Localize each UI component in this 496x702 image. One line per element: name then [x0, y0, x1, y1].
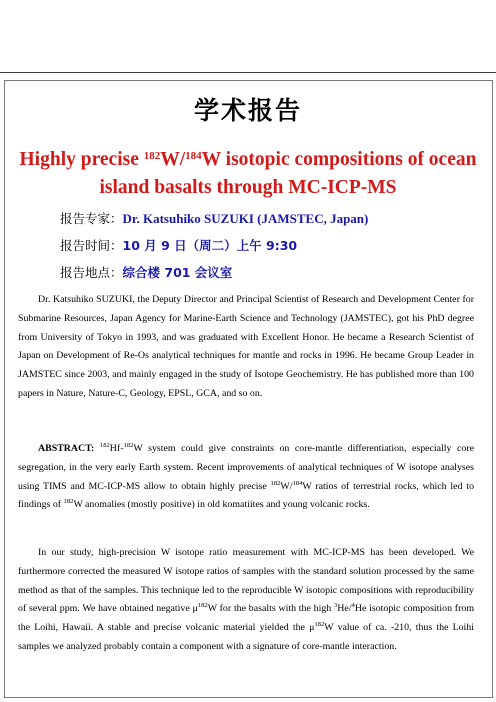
top-rule: [0, 72, 496, 73]
abstract-paragraph: ABSTRACT: $^{182}$Hf-$^{182}$W system could give constraints on core-mantle differentiation, especially core segregation, in the very early Earth system. Recent improvements of analytical techniques of W isotope analyses using TIMS and MC-ICP-MS allow to obtain highly precise $^{182}$W/$^{184}$W ratios of terrestrial rocks, which led to findings of $^{182}$W anomalies (mostly positive) in old komatiites and young volcanic rocks.: [18, 442, 475, 511]
speaker-line: [60, 210, 480, 228]
speaker-label: 报告专家：: [60, 211, 123, 226]
place-line: [60, 264, 480, 282]
time-line: [60, 237, 480, 255]
abstract-label: ABSTRACT:: [38, 443, 95, 454]
report-title: 学术报告: [193, 96, 302, 125]
talk-time: 10 月 9 日（周二）上午 9:30: [122, 238, 298, 253]
speaker-bio: Dr. Katsuhiko SUZUKI, the Deputy Director and Principal Scientist of Research and Development Center for Submarine Resources, Japan Agency for Marine-Earth Science and Technology (JAMSTEC), got his PhD degree from University of Tokyo in 1993, and was graduated with Excellent Honor. He became a Research Scientist of Japan on Development of Re-Os analytical techniques for mantle and rocks in 1996. He became Group Leader in JAMSTEC since 2003, and mainly engaged in the study of Isotope Geochemistry. He has published more than 100 papers in Nature, Nature-C, Geology, EPSL, GCA, and so on.: [18, 294, 474, 399]
talk-place: 综合楼 701 会议室: [122, 265, 233, 280]
speaker-name: Dr. Katsuhiko SUZUKI (JAMSTEC, Japan): [122, 211, 369, 226]
place-label: 报告地点：: [60, 265, 123, 280]
time-label: 报告时间：: [60, 238, 123, 253]
study-paragraph: In our study, high-precision W isotope ratio measurement with MC-ICP-MS has been developed. We furthermore corrected the measured W isotope ratios of samples with the standard solution processed by the same method as that of the samples. This technique led to the reproducible W isotopic compositions with reproducibility of several ppm. We have obtained negative $\mu^{182}W$ for the basalts with the high $^3$He/$^4$He isotopic composition from the Loihi, Hawaii. A stable and precise volcanic material yielded the $\mu^{182}W$ value of ca. -210, thus the Loihi samples we analyzed probably contain a component with a signature of core-mantle interaction.: [18, 547, 474, 652]
talk-title: Highly precise $^{182}$W/$^{184}$W isotopic compositions of ocean island basalts through MC-ICP-MS: [19, 149, 477, 198]
